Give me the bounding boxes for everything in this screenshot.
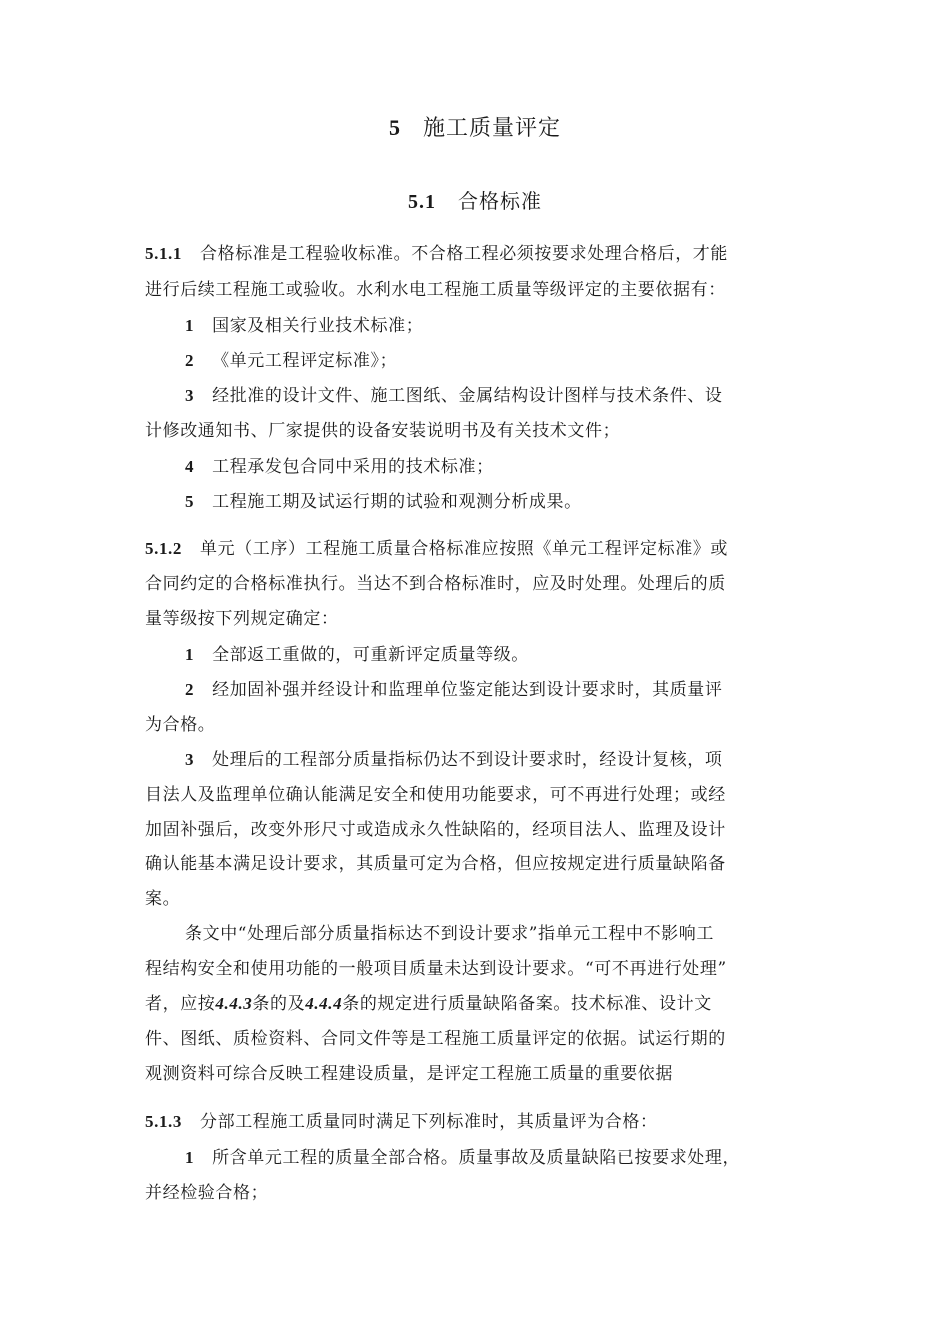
clause-5-1-1-line: 进行后续工程施工或验收。水利水电工程施工质量等级评定的主要依据有： <box>145 280 726 300</box>
list-item <box>185 1145 835 1171</box>
section-title-text: 合格标准 <box>458 189 542 213</box>
clause-5-1-1-line <box>145 241 835 267</box>
item-text: 《单元工程评定标准》； <box>212 351 398 371</box>
section-heading <box>0 186 950 217</box>
item-number: 2 <box>185 351 195 370</box>
clause-number: 5.1.3 <box>145 1112 182 1131</box>
list-item <box>185 642 835 668</box>
clause-text: 分部工程施工质量同时满足下列标准时，其质量评为合格： <box>200 1112 658 1132</box>
commentary-line: 条文中“处理后部分质量指标达不到设计要求”指单元工程中不影响工 <box>185 924 714 944</box>
list-item-continuation: 案。 <box>145 889 181 909</box>
item-number: 2 <box>185 680 195 699</box>
list-item <box>185 383 835 409</box>
list-item <box>185 313 835 339</box>
item-number: 3 <box>185 750 195 769</box>
item-number: 1 <box>185 645 195 664</box>
clause-number: 5.1.1 <box>145 244 182 263</box>
item-text: 经批准的设计文件、施工图纸、金属结构设计图样与技术条件、设 <box>212 386 723 406</box>
item-text: 经加固补强并经设计和监理单位鉴定能达到设计要求时，其质量评 <box>212 680 723 700</box>
clause-text: 单元（工序）工程施工质量合格标准应按照《单元工程评定标准》或 <box>200 539 728 559</box>
section-number: 5.1 <box>408 191 436 213</box>
item-number: 3 <box>185 386 195 405</box>
item-number: 1 <box>185 1148 195 1167</box>
commentary-text: 条的及 <box>252 994 306 1014</box>
item-text: 全部返工重做的，可重新评定质量等级。 <box>212 645 529 665</box>
item-number: 1 <box>185 316 195 335</box>
item-number: 5 <box>185 492 195 511</box>
commentary-line: 程结构安全和使用功能的一般项目质量未达到设计要求。“可不再进行处理” <box>145 959 727 979</box>
clause-reference: 4.4.4 <box>305 994 343 1013</box>
clause-5-1-2-line <box>145 536 835 562</box>
item-text: 工程承发包合同中采用的技术标准； <box>212 457 494 477</box>
chapter-heading <box>0 112 950 145</box>
list-item-continuation: 目法人及监理单位确认能满足安全和使用功能要求，可不再进行处理；或经 <box>145 785 726 805</box>
chapter-title-text: 施工质量评定 <box>422 116 561 141</box>
clause-5-1-2-line: 量等级按下列规定确定： <box>145 609 339 629</box>
list-item <box>185 454 835 480</box>
commentary-text: 者，应按 <box>145 994 216 1014</box>
list-item-continuation: 加固补强后，改变外形尺寸或造成永久性缺陷的，经项目法人、监理及设计 <box>145 820 726 840</box>
item-text: 处理后的工程部分质量指标仍达不到设计要求时，经设计复核，项 <box>212 750 723 770</box>
commentary-text: 条的规定进行质量缺陷备案。技术标准、设计文 <box>342 994 712 1014</box>
list-item-continuation: 并经检验合格； <box>145 1183 269 1203</box>
list-item <box>185 489 835 515</box>
clause-reference: 4.4.3 <box>215 994 253 1013</box>
item-text: 国家及相关行业技术标准； <box>212 316 424 336</box>
commentary-line: 件、图纸、质检资料、合同文件等是工程施工质量评定的依据。试运行期的 <box>145 1029 726 1049</box>
clause-text: 合格标准是工程验收标准。不合格工程必须按要求处理合格后，才能 <box>200 244 728 264</box>
list-item <box>185 747 835 773</box>
clause-number: 5.1.2 <box>145 539 182 558</box>
list-item <box>185 677 835 703</box>
commentary-line <box>145 991 835 1017</box>
clause-5-1-3-line <box>145 1109 835 1135</box>
clause-5-1-2-line: 合同约定的合格标准执行。当达不到合格标准时，应及时处理。处理后的质 <box>145 574 726 594</box>
chapter-number: 5 <box>388 115 401 140</box>
list-item-continuation: 计修改通知书、厂家提供的设备安装说明书及有关技术文件； <box>145 421 621 441</box>
item-text: 所含单元工程的质量全部合格。质量事故及质量缺陷已按要求处理， <box>212 1148 741 1168</box>
commentary-line: 观测资料可综合反映工程建设质量，是评定工程施工质量的重要依据 <box>145 1064 673 1084</box>
list-item-continuation: 确认能基本满足设计要求，其质量可定为合格，但应按规定进行质量缺陷备 <box>145 854 726 874</box>
list-item <box>185 348 835 374</box>
item-number: 4 <box>185 457 195 476</box>
list-item-continuation: 为合格。 <box>145 715 216 735</box>
item-text: 工程施工期及试运行期的试验和观测分析成果。 <box>212 492 582 512</box>
